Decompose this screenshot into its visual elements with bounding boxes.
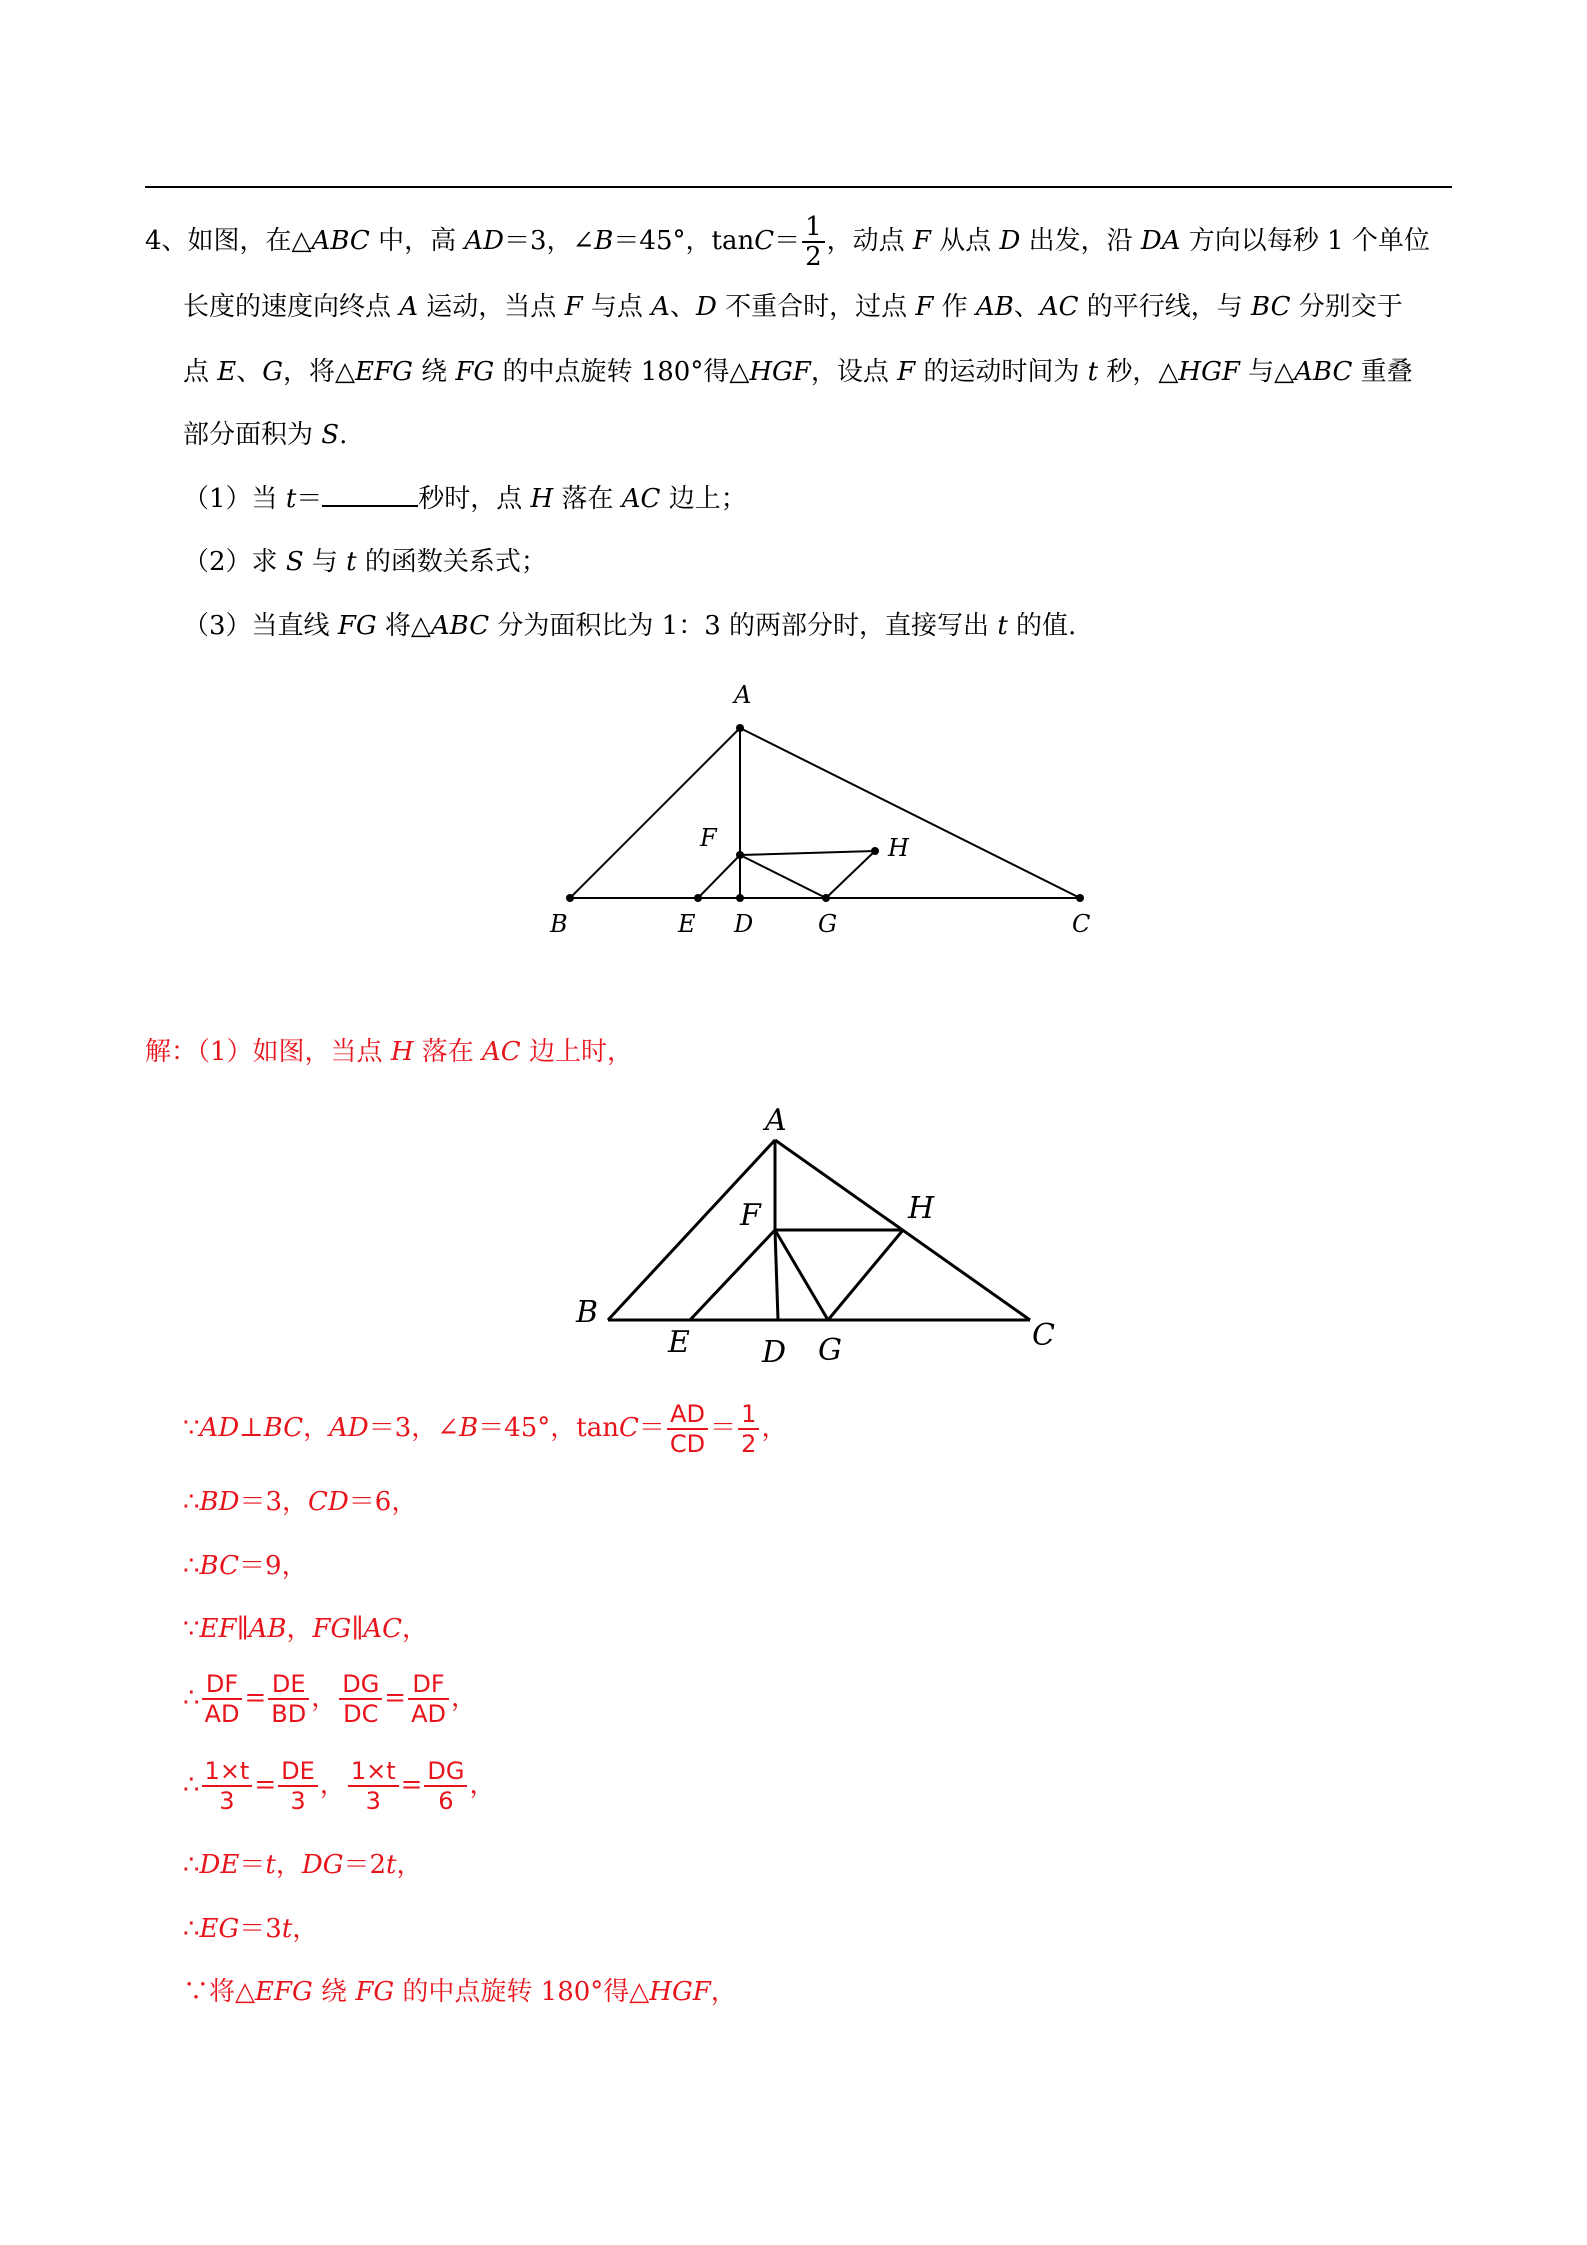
point-g xyxy=(822,894,830,902)
point-h xyxy=(871,847,879,855)
point-a xyxy=(736,724,744,732)
answer-blank[interactable] xyxy=(322,481,418,507)
label-a: A xyxy=(734,681,752,709)
fraction-de-over-bd: $\frac{DE}{BD}$ xyxy=(268,1670,309,1728)
fraction-one-half: $\frac{1}{2}$ xyxy=(802,213,825,271)
point-d xyxy=(736,894,744,902)
segment-fg xyxy=(740,855,826,898)
label-f: F xyxy=(700,824,717,852)
fraction-de-over-3: $\frac{DE}{3}$ xyxy=(278,1757,318,1815)
solution-step-5: ∴ $\frac{DF}{AD}$ = $\frac{DE}{BD}$ ， $\frac{DG}{DC}$ = $\frac{DF}{AD}$ ， xyxy=(183,1670,478,1728)
segment-ac xyxy=(740,728,1080,898)
label-g: G xyxy=(818,910,838,938)
question-2: （2）求 S 与 t 的函数关系式； xyxy=(183,547,547,577)
solution-step-6: ∴ $\frac{1\times t}{3}$ = $\frac{DE}{3}$ ， $\frac{1\times t}{3}$ = $\frac{DG}{6}$ ， xyxy=(183,1757,496,1815)
label-f: F xyxy=(740,1198,761,1233)
solution-step-8: ∴EG＝3t， xyxy=(183,1914,319,1944)
solution-step-4: ∵EF∥AB，FG∥AC， xyxy=(183,1614,429,1644)
problem-line-2: 长度的速度向终点 A 运动，当点 F 与点 A、D 不重合时，过点 F 作 AB、AC 的平行线，与 BC 分别交于 xyxy=(183,292,1403,322)
problem-line-4: 部分面积为 S. xyxy=(183,420,348,450)
label-d: D xyxy=(762,1335,787,1370)
solution-step-2: ∴BD＝3，CD＝6， xyxy=(183,1487,418,1517)
segment-fg xyxy=(775,1230,828,1320)
label-b: B xyxy=(576,1295,599,1330)
label-c: C xyxy=(1032,1318,1055,1353)
segment-fd xyxy=(775,1230,778,1320)
fraction-t-over-3: $\frac{1\times t}{3}$ xyxy=(202,1757,253,1815)
label-h: H xyxy=(908,1191,935,1226)
figure-2 xyxy=(560,1100,1080,1370)
label-b: B xyxy=(550,910,568,938)
header-rule xyxy=(145,186,1452,188)
segment-fe xyxy=(690,1230,775,1320)
fraction-df-over-ad-2: $\frac{DF}{AD}$ xyxy=(408,1670,449,1728)
segment-ab xyxy=(570,728,740,898)
figure-1 xyxy=(520,670,1120,950)
fraction-df-over-ad: $\frac{DF}{AD}$ xyxy=(202,1670,243,1728)
label-a: A xyxy=(765,1103,787,1138)
label-c: C xyxy=(1072,910,1091,938)
question-3: （3）当直线 FG 将△ABC 分为面积比为 1：3 的两部分时，直接写出 t 的值. xyxy=(183,611,1077,641)
segment-fe xyxy=(698,855,740,898)
point-e xyxy=(694,894,702,902)
point-c xyxy=(1076,894,1084,902)
label-g: G xyxy=(818,1333,842,1368)
problem-line-3: 点 E、G，将△EFG 绕 FG 的中点旋转 180°得△HGF，设点 F 的运动时间为 t 秒，△HGF 与△ABC 重叠 xyxy=(183,357,1413,387)
fraction-t-over-3-2: $\frac{1\times t}{3}$ xyxy=(348,1757,399,1815)
segment-hg xyxy=(826,851,875,898)
point-b xyxy=(566,894,574,902)
segment-hg xyxy=(828,1230,903,1320)
label-e: E xyxy=(678,910,696,938)
point-f xyxy=(736,851,744,859)
fraction-dg-over-6: $\frac{DG}{6}$ xyxy=(424,1757,467,1815)
label-e: E xyxy=(668,1325,690,1360)
question-1: （1）当 t＝ 秒时，点 H 落在 AC 边上； xyxy=(183,481,747,516)
fraction-one-half: $\frac{1}{2}$ xyxy=(738,1400,759,1458)
fraction-ad-over-cd: $\frac{AD}{CD}$ xyxy=(667,1400,708,1458)
solution-step-1: ∵AD⊥BC，AD＝3，∠B＝45°，tanC＝ $\frac{AD}{CD}$ ＝ $\frac{1}{2}$ ， xyxy=(183,1400,788,1458)
solution-step-9: ∵将△EFG 绕 FG 的中点旋转 180°得△HGF， xyxy=(183,1977,737,2007)
label-h: H xyxy=(888,834,909,862)
label-d: D xyxy=(734,910,754,938)
problem-line-1: 4、如图，在△ABC 中，高 AD＝3，∠B＝45°，tanC＝ $\frac{1}{2}$ ，动点 F 从点 D 出发，沿 DA 方向以每秒 1 个单位 xyxy=(145,212,1430,272)
solution-step-3: ∴BC＝9， xyxy=(183,1551,308,1581)
segment-fh xyxy=(740,851,875,855)
solution-intro: 解：（1）如图，当点 H 落在 AC 边上时， xyxy=(145,1037,633,1067)
fraction-dg-over-dc: $\frac{DG}{DC}$ xyxy=(339,1670,382,1728)
solution-step-7: ∴DE＝t，DG＝2t， xyxy=(183,1850,423,1880)
